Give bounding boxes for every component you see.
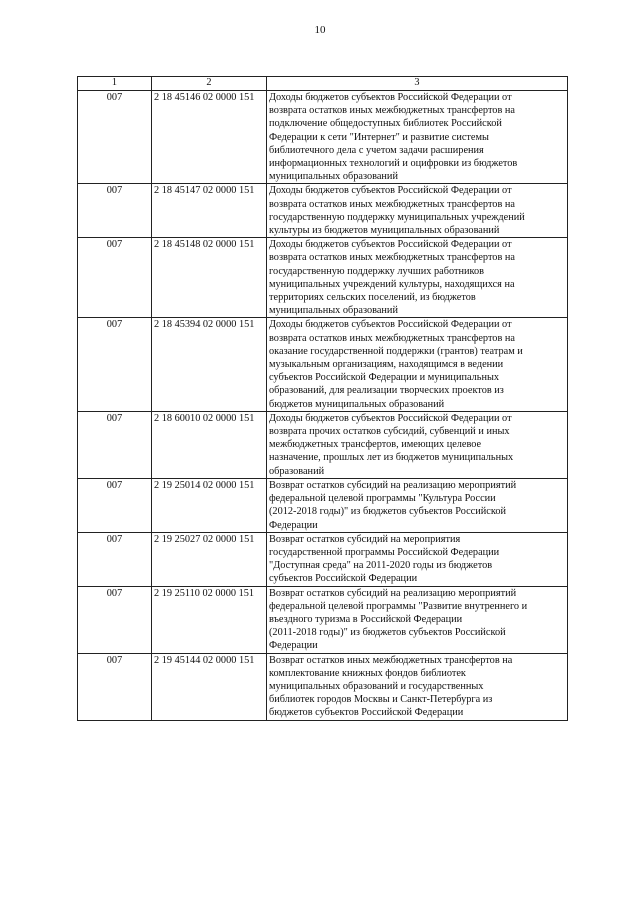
revenue-name-line: Федерации (269, 519, 318, 531)
revenue-name-line: федеральной целевой программы "Культура России (269, 493, 496, 505)
column-header-code: 2 (152, 77, 267, 91)
revenue-name-line: Возврат остатков субсидий на мероприятия (269, 533, 461, 545)
budget-code-cell: 2 18 45148 02 0000 151 (152, 238, 267, 318)
revenue-name-line: Возврат остатков субсидий на реализацию мероприятий (269, 479, 517, 491)
revenue-name-line: назначение, прошлых лет из бюджетов муниципальных (269, 452, 514, 464)
revenue-name-line: муниципальных образований (269, 305, 398, 317)
revenue-name-line: государственной программы Российской Федерации (269, 546, 500, 558)
budget-code-cell: 2 18 60010 02 0000 151 (152, 411, 267, 478)
revenue-name-cell (267, 653, 568, 720)
revenue-name-line: бюджетов субъектов Российской Федерации (269, 707, 464, 719)
revenue-name-line: информационных технологий и оцифровки из бюджетов (269, 158, 518, 170)
revenue-name-line: "Доступная среда" на 2011-2020 годы из бюджетов (269, 560, 493, 572)
revenue-name-cell (267, 478, 568, 532)
table-row (78, 238, 568, 318)
revenue-name-line: государственную поддержку муниципальных учреждений (269, 211, 525, 223)
revenue-name-line: Федерации (269, 640, 318, 652)
revenue-name-line: оказание государственной поддержки (грантов) театрам и (269, 345, 523, 357)
admin-code-cell: 007 (78, 411, 152, 478)
revenue-name-line: Доходы бюджетов субъектов Российской Федерации от (269, 412, 512, 424)
revenue-name-line: въездного туризма в Российской Федерации (269, 613, 463, 625)
revenue-name-line: Доходы бюджетов субъектов Российской Федерации от (269, 185, 512, 197)
table-row (78, 532, 568, 586)
revenue-name-line: Возврат остатков иных межбюджетных трансфертов на (269, 654, 513, 666)
revenue-name-line: музыкальным организациям, находящимся в ведении (269, 359, 504, 371)
admin-code-cell: 007 (78, 653, 152, 720)
table-row (78, 653, 568, 720)
revenue-name-line: библиотек городов Москвы и Санкт-Петербурга из (269, 694, 493, 706)
admin-code-cell: 007 (78, 532, 152, 586)
budget-code-cell: 2 19 25027 02 0000 151 (152, 532, 267, 586)
table-row (78, 91, 568, 184)
table-header-row (78, 77, 568, 91)
budget-code-cell: 2 18 45394 02 0000 151 (152, 318, 267, 411)
admin-code-cell: 007 (78, 478, 152, 532)
revenue-name-line: возврата остатков иных межбюджетных трансфертов на (269, 198, 515, 210)
table-row (78, 586, 568, 653)
revenue-name-line: возврата прочих остатков субсидий, субвенций и иных (269, 426, 510, 438)
revenue-name-cell (267, 184, 568, 238)
revenue-name-line: (2012-2018 годы)" из бюджетов субъектов Российской (269, 506, 506, 518)
admin-code-cell: 007 (78, 318, 152, 411)
admin-code-cell: 007 (78, 91, 152, 184)
revenue-codes-table (77, 76, 568, 721)
revenue-name-line: Возврат остатков субсидий на реализацию мероприятий (269, 587, 517, 599)
revenue-name-line: субъектов Российской Федерации (269, 573, 418, 585)
revenue-name-line: федеральной целевой программы "Развитие внутреннего и (269, 600, 528, 612)
revenue-name-cell (267, 91, 568, 184)
revenue-name-line: муниципальных учреждений культуры, находящихся на (269, 278, 515, 290)
revenue-name-line: библиотечного дела с учетом задачи расширения (269, 144, 484, 156)
budget-code-cell: 2 18 45147 02 0000 151 (152, 184, 267, 238)
revenue-name-line: Доходы бюджетов субъектов Российской Федерации от (269, 92, 512, 103)
revenue-name-line: образований, для реализации творческих проектов из (269, 385, 504, 397)
budget-code-cell: 2 19 25110 02 0000 151 (152, 586, 267, 653)
revenue-name-cell (267, 532, 568, 586)
column-header-admin: 1 (78, 77, 152, 91)
revenue-name-line: муниципальных образований и государственных (269, 680, 484, 692)
revenue-name-line: субъектов Российской Федерации и муниципальных (269, 372, 500, 384)
revenue-name-line: культуры из бюджетов муниципальных образований (269, 225, 500, 237)
budget-code-cell: 2 19 25014 02 0000 151 (152, 478, 267, 532)
table-row (78, 318, 568, 411)
revenue-name-line: Доходы бюджетов субъектов Российской Федерации от (269, 239, 512, 251)
revenue-name-line: территориях сельских поселений, из бюджетов (269, 292, 476, 304)
revenue-name-line: муниципальных образований (269, 171, 398, 183)
table-row (78, 411, 568, 478)
column-header-name: 3 (267, 77, 568, 91)
revenue-name-line: бюджетов муниципальных образований (269, 398, 445, 410)
revenue-name-line: государственную поддержку лучших работников (269, 265, 485, 277)
revenue-name-cell (267, 411, 568, 478)
revenue-name-line: (2011-2018 годы)" из бюджетов субъектов Российской (269, 627, 506, 639)
revenue-name-cell (267, 586, 568, 653)
admin-code-cell: 007 (78, 586, 152, 653)
page-number: 10 (314, 24, 326, 36)
revenue-name-line: подключение общедоступных библиотек Российской (269, 118, 502, 130)
revenue-name-cell (267, 238, 568, 318)
revenue-name-line: возврата остатков иных межбюджетных трансфертов на (269, 105, 515, 117)
revenue-name-line: комплектование книжных фондов библиотек (269, 667, 466, 679)
budget-code-cell: 2 18 45146 02 0000 151 (152, 91, 267, 184)
revenue-name-line: Федерации к сети "Интернет" и развитие системы (269, 131, 489, 143)
revenue-name-cell (267, 318, 568, 411)
revenue-name-line: образований (269, 465, 325, 477)
budget-code-cell: 2 19 45144 02 0000 151 (152, 653, 267, 720)
admin-code-cell: 007 (78, 238, 152, 318)
revenue-name-line: Доходы бюджетов субъектов Российской Федерации от (269, 319, 512, 331)
table-row (78, 184, 568, 238)
revenue-name-line: межбюджетных трансфертов, имеющих целевое (269, 439, 482, 451)
revenue-name-line: возврата остатков иных межбюджетных трансфертов на (269, 332, 515, 344)
revenue-name-line: возврата остатков иных межбюджетных трансфертов на (269, 252, 515, 264)
table-row (78, 478, 568, 532)
admin-code-cell: 007 (78, 184, 152, 238)
